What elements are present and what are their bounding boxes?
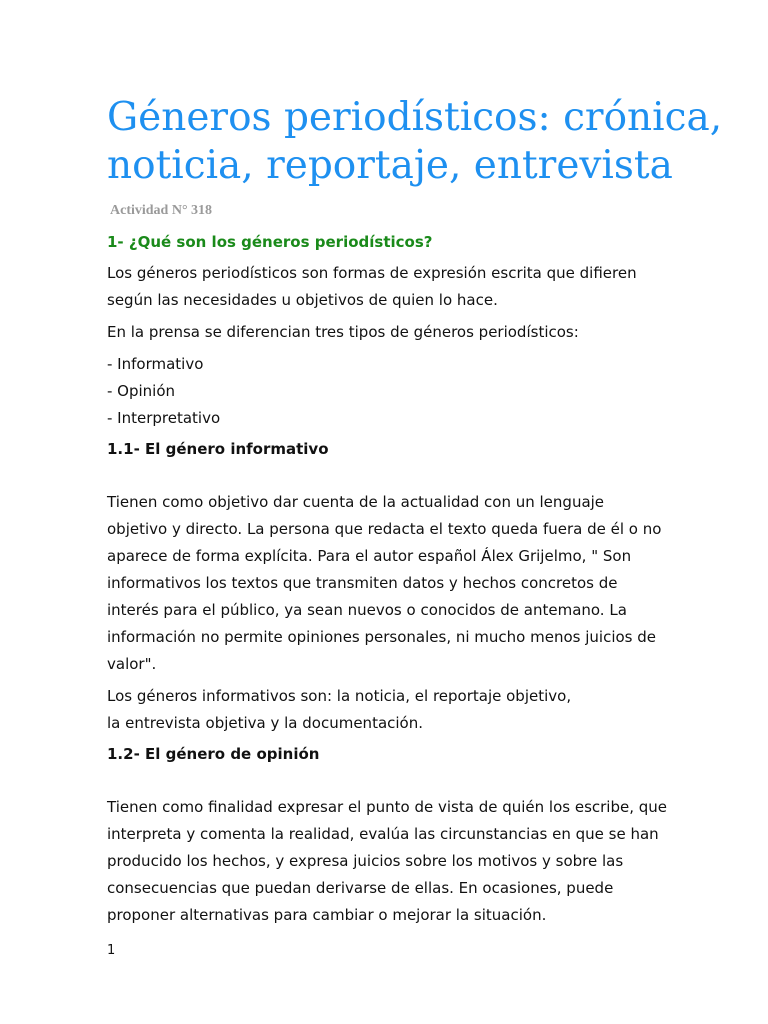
type-item-interpretativo: - Interpretativo (107, 409, 221, 427)
section-heading-opinion: 1.2- El género de opinión (107, 745, 320, 763)
page-number: 1 (107, 943, 116, 958)
type-item-informativo: - Informativo (107, 355, 204, 373)
type-item-opinion: - Opinión (107, 382, 176, 400)
intro-paragraph: Los géneros periodísticos son formas de expresión escrita que difieren según las necesidades u objetivos de quien lo hace. (107, 264, 637, 309)
document-body (107, 229, 667, 929)
list-line-2: la entrevista objetiva y la documentación. (107, 714, 424, 732)
question-heading: 1- ¿Qué son los géneros periodísticos? (107, 233, 433, 251)
section-heading-informativo: 1.1- El género informativo (107, 440, 329, 458)
document-title: Géneros periodísticos: crónica, noticia, reportaje, entrevista (107, 95, 723, 188)
activity-label: Actividad N° 318 (110, 203, 213, 218)
types-intro: En la prensa se diferencian tres tipos de géneros periodísticos: (107, 323, 579, 341)
list-line-1: Los géneros informativos son: la noticia, el reportaje objetivo, (107, 687, 572, 705)
paragraph-opinion: Tienen como finalidad expresar el punto de vista de quién los escribe, que interpreta y comenta la realidad, evalúa las circunstancias en que se han producido los hechos, y expresa juicios sobre los motivos y sobre las consecuencias que puedan derivarse de ellas. En ocasiones, puede proponer alternativas para cambiar o mejorar la situación. (107, 798, 668, 924)
paragraph-informativo: Tienen como objetivo dar cuenta de la actualidad con un lenguaje objetivo y directo. La persona que redacta el texto queda fuera de él o no aparece de forma explícita. Para el autor español Álex Grijelmo, " Son informativos los textos que transmiten datos y hechos concretos de interés para el público, ya sean nuevos o conocidos de antemano. La información no permite opiniones personales, ni mucho menos juicios de valor". (107, 493, 662, 673)
